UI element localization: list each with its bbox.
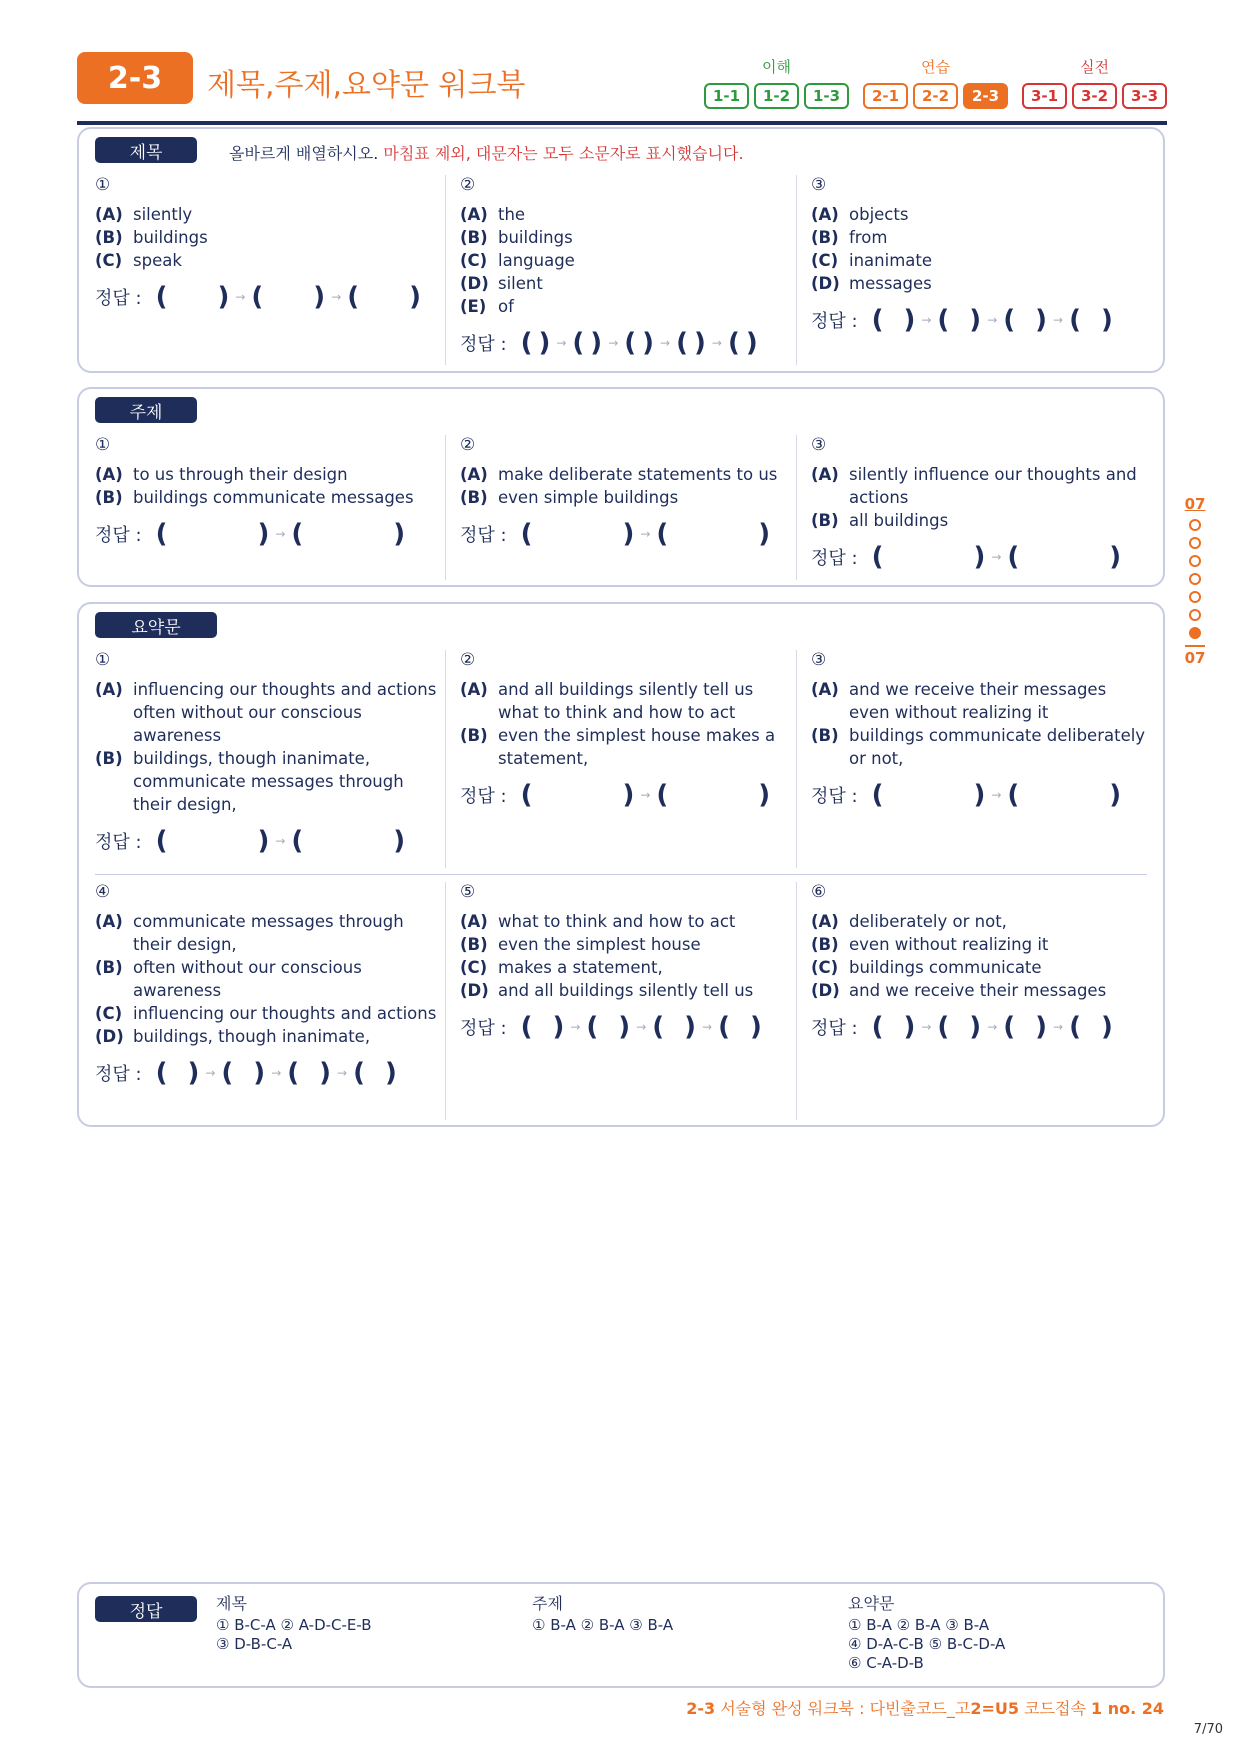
answer-row: 정답 : ( ) → ( ) → ( ) → ( ) [811, 1012, 1113, 1042]
level-3-2-button[interactable]: 3-2 [1072, 83, 1117, 109]
answer-row: 정답 : ( ) → ( ) [811, 542, 1122, 572]
progress-dot [1189, 609, 1201, 621]
unit-badge: 2-3 [77, 52, 193, 104]
page-title: 제목,주제,요약문 워크북 [207, 68, 526, 103]
answer-key-title: 제목 ① B-C-A ② A-D-C-E-B ③ D-B-C-A [216, 1594, 372, 1653]
instruction: 올바르게 배열하시오. 마침표 제외, 대문자는 모두 소문자로 표시했습니다. [229, 144, 744, 163]
problem-number: ② [460, 435, 476, 455]
answer-row: 정답 : ( ) → ( ) [460, 519, 771, 549]
answer-row: 정답 : ( ) → ( ) → ( ) → ( ) [95, 1058, 397, 1088]
footer-caption: 2-3 서술형 완성 워크북 : 다빈출코드_고2=U5 코드접속 1 no. 24 [686, 1699, 1164, 1718]
level-group-name: 연습 [921, 58, 950, 76]
problem-number: ③ [811, 175, 827, 195]
answer-row: 정답 : ( ) → ( ) [811, 780, 1122, 810]
page-indicator-bottom: 07 [1184, 649, 1206, 667]
section-label: 제목 [95, 137, 197, 163]
problem-number: ③ [811, 650, 827, 670]
page-number: 7/70 [1193, 1722, 1223, 1737]
problem-number: ⑤ [460, 882, 476, 902]
problem-block: ① (A) influencing our thoughts and actions often without our conscious awareness (B) buildings, though inanimate, communicate messages through their design, 정답 : ( ) → ( ) [95, 650, 445, 868]
answer-row: 정답 : ( ) → ( ) [95, 826, 406, 856]
problem-number: ④ [95, 882, 111, 902]
progress-dot [1189, 537, 1201, 549]
level-group-understand [704, 56, 849, 109]
level-group-practice [863, 56, 1008, 109]
level-2-1-button[interactable]: 2-1 [863, 83, 908, 109]
answer-row: 정답 : ( ) → ( ) → ( ) → ( ) → ( ) [460, 328, 758, 358]
problem-number: ① [95, 435, 111, 455]
progress-dot [1189, 555, 1201, 567]
problem-block: ③ (A) silently influence our thoughts and actions (B) all buildings 정답 : ( ) → ( ) [796, 435, 1147, 580]
level-1-2-button[interactable]: 1-2 [754, 83, 799, 109]
level-3-3-button[interactable]: 3-3 [1122, 83, 1167, 109]
problem-block: ② (A) the (B) buildings (C) language (D) silent (E) of 정답 : ( ) → ( ) → ( ) → ( ) → ( ) [445, 175, 796, 365]
progress-dot-current [1189, 627, 1201, 639]
section-label: 요약문 [95, 612, 217, 638]
problem-block: ① (A) to us through their design (B) buildings communicate messages 정답 : ( ) → ( ) [95, 435, 445, 580]
summary-section [77, 602, 1165, 1127]
problem-block: ③ (A) and we receive their messages even without realizing it (B) buildings communicate deliberately or not, 정답 : ( ) → ( ) [796, 650, 1147, 868]
level-3-1-button[interactable]: 3-1 [1022, 83, 1067, 109]
level-group-name: 이해 [762, 58, 791, 76]
answer-key-label: 정답 [95, 1596, 197, 1622]
progress-dot [1189, 519, 1201, 531]
problem-block: ⑤ (A) what to think and how to act (B) even the simplest house (C) makes a statement, (D) and all buildings silently tell us 정답 : ( ) → ( ) → ( ) → ( ) [445, 882, 796, 1120]
problem-number: ② [460, 175, 476, 195]
problem-block: ④ (A) communicate messages through their design, (B) often without our conscious awareness (C) influencing our thoughts and actions (D) buildings, though inanimate, 정답 : ( ) → ( ) → ( ) → ( ) [95, 882, 445, 1120]
problem-number: ① [95, 650, 111, 670]
level-group-real [1022, 56, 1167, 109]
level-1-3-button[interactable]: 1-3 [804, 83, 849, 109]
answer-row: 정답 : ( ) → ( ) → ( ) → ( ) [811, 305, 1113, 335]
answer-key [77, 1582, 1165, 1688]
answer-row: 정답 : ( ) → ( ) [95, 519, 406, 549]
answer-row: 정답 : ( ) → ( ) → ( ) [95, 282, 422, 312]
problem-number: ① [95, 175, 111, 195]
problem-block: ② (A) make deliberate statements to us (B) even simple buildings 정답 : ( ) → ( ) [445, 435, 796, 580]
topic-section [77, 387, 1165, 587]
answer-row: 정답 : ( ) → ( ) [460, 780, 771, 810]
header-divider [77, 121, 1167, 125]
progress-dot [1189, 573, 1201, 585]
answer-key-summary: 요약문 ① B-A ② B-A ③ B-A ④ D-A-C-B ⑤ B-C-D-A ⑥ C-A-D-B [848, 1594, 1006, 1672]
problem-number: ③ [811, 435, 827, 455]
page-indicator-top: 07 [1184, 495, 1206, 513]
level-2-3-button[interactable]: 2-3 [963, 83, 1008, 109]
title-section [77, 127, 1165, 373]
problem-number: ⑥ [811, 882, 827, 902]
section-label: 주제 [95, 397, 197, 423]
row-divider [95, 874, 1147, 875]
problem-block: ⑥ (A) deliberately or not, (B) even without realizing it (C) buildings communicate (D) and we receive their messages 정답 : ( ) → ( ) → ( ) → ( ) [796, 882, 1147, 1120]
answer-row: 정답 : ( ) → ( ) → ( ) → ( ) [460, 1012, 762, 1042]
problem-block: ② (A) and all buildings silently tell us what to think and how to act (B) even the simplest house makes a statement, 정답 : ( ) → ( ) [445, 650, 796, 868]
level-1-1-button[interactable]: 1-1 [704, 83, 749, 109]
problem-block: ③ (A) objects (B) from (C) inanimate (D) messages 정답 : ( ) → ( ) → ( ) → ( ) [796, 175, 1147, 365]
problem-block: ① (A) silently (B) buildings (C) speak 정답 : ( ) → ( ) → ( ) [95, 175, 445, 365]
answer-key-topic: 주제 ① B-A ② B-A ③ B-A [532, 1594, 674, 1634]
level-group-name: 실전 [1080, 58, 1109, 76]
level-2-2-button[interactable]: 2-2 [913, 83, 958, 109]
level-nav [704, 56, 1167, 109]
page-header [77, 52, 1167, 122]
problem-number: ② [460, 650, 476, 670]
progress-dot [1189, 591, 1201, 603]
page-progress [1180, 495, 1210, 667]
